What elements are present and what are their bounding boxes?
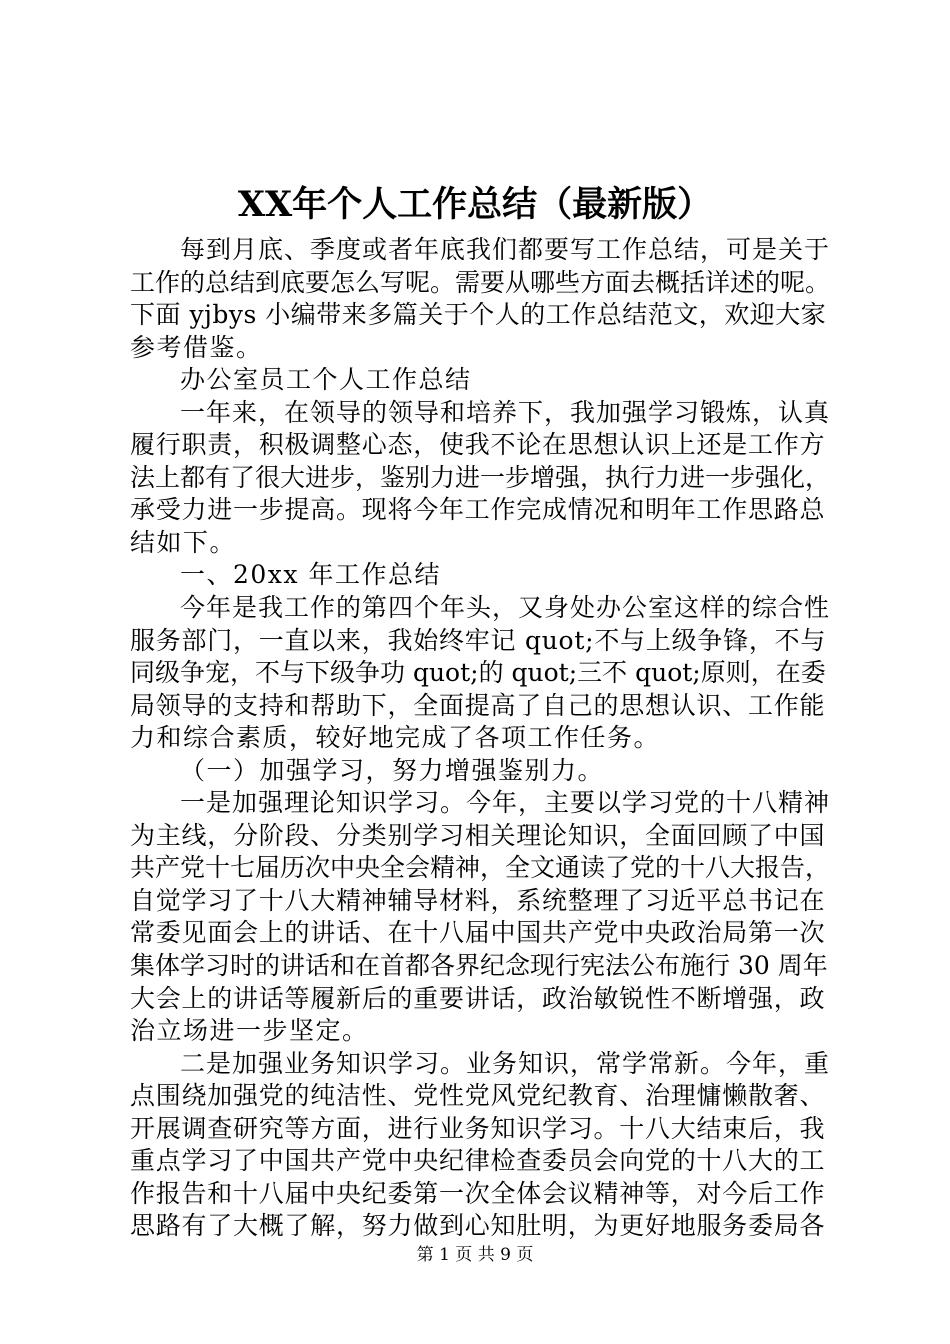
text-line: 结如下。 xyxy=(130,527,237,557)
text-line: 参考借鉴。 xyxy=(130,332,263,362)
text-line: 今年是我工作的第四个年头，又身处办公室这样的综合性 xyxy=(180,593,831,623)
text-line: 集体学习时的讲话和在首都各界纪念现行宪法公布施行 30 周年 xyxy=(130,951,828,981)
text-line: 为主线，分阶段、分类别学习相关理论知识，全面回顾了中国 xyxy=(130,820,826,850)
text-line: 重点学习了中国共产党中央纪律检查委员会向党的十八大的工 xyxy=(130,1146,826,1176)
text-line: 共产党十七届历次中央全会精神，全文通读了党的十八大报告， xyxy=(130,853,831,883)
text-line: 法上都有了很大进步，鉴别力进一步增强，执行力进一步强化， xyxy=(130,462,831,492)
text-line: 开展调查研究等方面，进行业务知识学习。十八大结束后，我 xyxy=(130,1113,826,1143)
text-line: 服务部门，一直以来，我始终牢记 quot;不与上级争锋，不与 xyxy=(130,625,827,655)
text-line: 点围绕加强党的纯洁性、党性党风党纪教育、治理慵懒散奢、 xyxy=(130,1081,826,1111)
text-line: 一是加强理论知识学习。今年，主要以学习党的十八精神 xyxy=(180,788,831,818)
document-body xyxy=(130,234,830,1243)
text-line: 承受力进一步提高。现将今年工作完成情况和明年工作思路总 xyxy=(130,495,826,525)
text-line: 一年来，在领导的领导和培养下，我加强学习锻炼，认真 xyxy=(180,397,831,427)
page-footer: 第 1 页 共 9 页 xyxy=(416,1245,534,1265)
text-line: 同级争宠，不与下级争功 quot;的 quot;三不 quot;原则，在委 xyxy=(130,658,826,688)
text-line: 作报告和十八届中央纪委第一次全体会议精神等，对今后工作 xyxy=(130,1178,826,1208)
text-line: 局领导的支持和帮助下，全面提高了自己的思想认识、工作能 xyxy=(130,690,826,720)
text-line: 思路有了大概了解，努力做到心知肚明，为更好地服务委局各 xyxy=(130,1211,826,1241)
document-title: XX年个人工作总结（最新版） xyxy=(237,184,713,225)
subsection-heading: （一）加强学习，努力增强鉴别力。 xyxy=(180,755,605,785)
text-line: 大会上的讲话等履新后的重要讲话，政治敏锐性不断增强，政 xyxy=(130,983,826,1013)
text-line: 履行职责，积极调整心态，使我不论在思想认识上还是工作方 xyxy=(130,430,826,460)
section-heading: 一、20xx 年工作总结 xyxy=(180,560,441,590)
text-line: 每到月底、季度或者年底我们都要写工作总结，可是关于 xyxy=(180,235,831,264)
text-line: 自觉学习了十八大精神辅导材料，系统整理了习近平总书记在 xyxy=(130,885,826,915)
text-line: 下面 yjbys 小编带来多篇关于个人的工作总结范文，欢迎大家 xyxy=(130,300,827,330)
section-heading: 办公室员工个人工作总结 xyxy=(180,365,472,395)
text-line: 工作的总结到底要怎么写呢。需要从哪些方面去概括详述的呢。 xyxy=(130,267,831,297)
text-line: 二是加强业务知识学习。业务知识，常学常新。今年，重 xyxy=(180,1048,831,1078)
text-line: 治立场进一步坚定。 xyxy=(130,1016,369,1046)
text-line: 力和综合素质，较好地完成了各项工作任务。 xyxy=(130,723,661,753)
text-line: 常委见面会上的讲话、在十八届中国共产党中央政治局第一次 xyxy=(130,918,826,948)
